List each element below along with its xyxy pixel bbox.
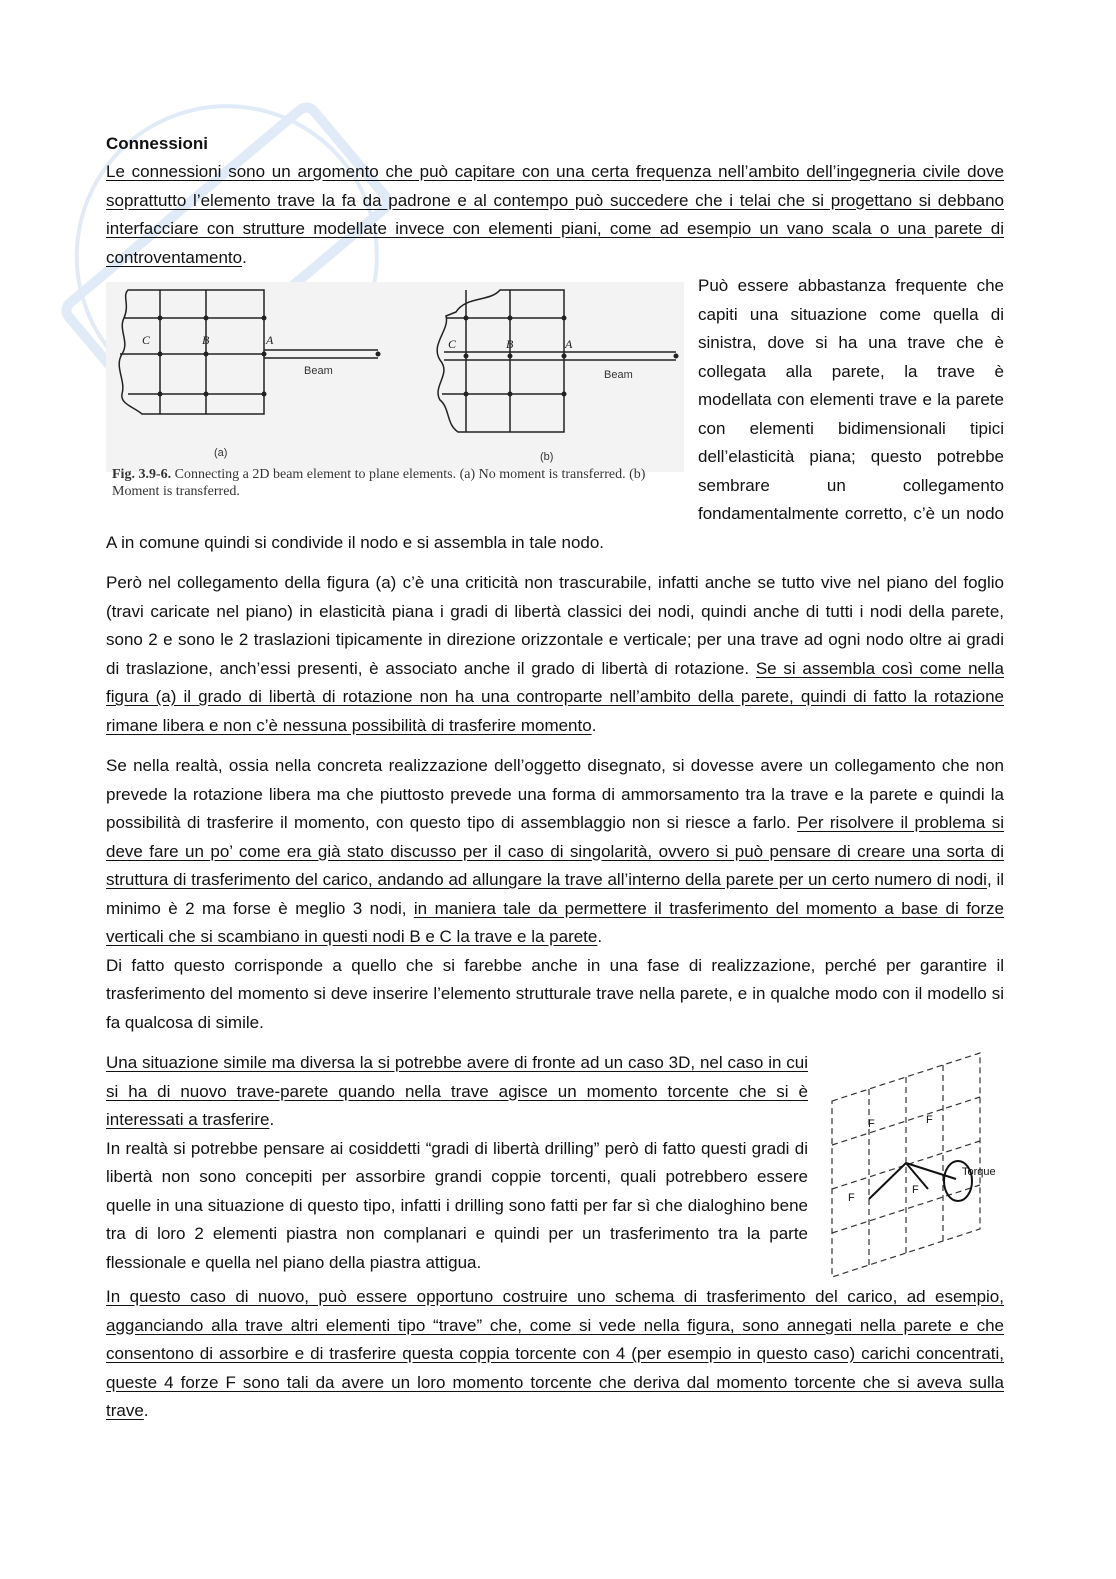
- label-panel-a: (a): [214, 447, 228, 459]
- paragraph-7-underlined: In questo caso di nuovo, può essere opportuno costruire uno schema di trasferimento del carico, ad esempio, agganciando alla trave altri elementi tipo “trave” che, come si vede nella figura, sono annegati nella parete e che consentono di assorbire e di trasferire questa coppia torcente con 4 (per esempio in questo caso) carichi concentrati, queste 4 forze F sono tali da avere un loro momento torcente che deriva dal momento torcente che si aveva sulla trave: [106, 1287, 1004, 1420]
- force-label-2: F: [926, 1114, 933, 1126]
- section-title: Connessioni: [106, 134, 209, 153]
- paragraph-6: In realtà si potrebbe pensare ai cosiddetti “gradi di libertà drilling” però di fatto questi gradi di libertà non sono concepiti per assorbire grandi coppie torcenti, quali potrebbero essere quelle in una situazione di questo tipo, infatti i drilling sono fatti per far sì che dialoghino bene tra di loro 2 elementi piastra non complanari e quindi per un trasferimento tra la parte flessionale e quella nel piano della piastra attigua.: [106, 1138, 808, 1272]
- paragraph-3-mid: , il minimo è 2 ma forse è meglio 3 nodi,: [106, 870, 1005, 918]
- paragraph-3-underlined-2: in maniera tale da permettere il trasferimento del momento a base di forze verticali che si scambiano in questi nodi B e C la trave e la parete: [106, 898, 1004, 946]
- intro-paragraph: [106, 158, 1004, 272]
- label-node-b-a: B: [202, 333, 210, 347]
- paragraph-5-underlined: Una situazione simile ma diversa la si potrebbe avere di fronte ad un caso 3D, nel caso in cui si ha di nuovo trave-parete quando nella trave agisce un momento torcente che si è interessati a trasferire: [106, 1053, 808, 1129]
- wall-outline: [832, 1053, 980, 1277]
- paragraph-7: [106, 1283, 1004, 1426]
- paragraph-7-end: .: [143, 1401, 149, 1420]
- paragraph-1: Può essere abbastanza frequente che capiti una situazione come quella di sinistra, dove si ha una trave che è collegata alla parete, la trave è modellata con elementi trave e la parete con elementi bidimensionali tipici dell’elasticità piana; questo potrebbe sembrare un collegamento fondamentalmente corretto, c’è un nodo A in comune quindi si condivide il nodo e si assembla in tale nodo.: [106, 276, 1004, 552]
- paragraph-3-end: .: [597, 927, 603, 946]
- embedded-beam: [869, 1163, 906, 1199]
- label-node-b-b: B: [506, 337, 514, 351]
- figure-torque-drawing: [826, 1051, 1004, 1283]
- force-label-4: F: [912, 1184, 919, 1196]
- force-label-1: F: [868, 1118, 875, 1130]
- document-page: [106, 130, 1004, 1426]
- paragraph-2: [106, 569, 1004, 740]
- intro-underlined: Le connessioni sono un argomento che può capitare con una certa frequenza nell’ambito dell’ingegneria civile dove soprattutto l’elemento trave la fa da padrone e al contempo può succedere che i telai che si progettano si debbano interfacciare con strutture modellate invece con elementi piani, come ad esempio un vano scala o una parete di controventamento: [106, 162, 1004, 267]
- paragraph-3: [106, 752, 1004, 952]
- caption-number: Fig. 3.9-6.: [112, 467, 172, 482]
- figure-caption: [112, 466, 682, 500]
- paragraph-3-underlined-1: Per risolvere il problema si deve fare un po’ come era già stato discusso per il caso di singolarità, ovvero si può pensare di creare una sorta di struttura di trasferimento del carico, andando ad allungare la trave all’interno della parete per un certo numero di nodi: [106, 813, 1004, 889]
- paragraph-5-end: .: [269, 1110, 275, 1129]
- label-node-c-b: C: [448, 337, 457, 351]
- torque-label: Torque: [962, 1166, 996, 1178]
- figure-beam-drawing: [106, 282, 684, 472]
- paragraph-3-plain: Se nella realtà, ossia nella concreta realizzazione dell’oggetto disegnato, si dovesse avere un collegamento che non prevede la rotazione libera ma che piuttosto prevede una forma di ammorsamento tra la trave e la parete e quindi la possibilità di trasferire il momento, con questo tipo di assemblaggio non si riesce a farlo.: [106, 756, 1004, 832]
- figure-beam-to-plane-elements: [106, 282, 684, 512]
- paragraph-2-underlined: Se si assembla così come nella figura (a) il grado di libertà di rotazione non ha una controparte nell’ambito della parete, quindi di fatto la rotazione rimane libera e non c’è nessuna possibilità di trasferire momento: [106, 658, 1005, 735]
- label-beam-a: Beam: [304, 365, 333, 377]
- figure-torque-transfer: [826, 1051, 1004, 1283]
- force-label-3: F: [848, 1192, 855, 1204]
- label-beam-b: Beam: [604, 369, 633, 381]
- label-panel-b: (b): [540, 451, 554, 463]
- caption-text: Connecting a 2D beam element to plane elements. (a) No moment is transferred. (b) Moment is transferred.: [112, 467, 646, 499]
- paragraph-2-end: .: [591, 715, 597, 735]
- intro-end: .: [242, 247, 247, 267]
- label-node-a-a: A: [266, 333, 274, 347]
- label-node-a-b: A: [565, 337, 573, 351]
- label-node-c-a: C: [142, 333, 151, 347]
- paragraph-4: Di fatto questo corrisponde a quello che si farebbe anche in una fase di realizzazione, perché per garantire il trasferimento del momento si deve inserire l’elemento strutturale trave nella parete, e in qualche modo con il modello si fa qualcosa di simile.: [106, 955, 1004, 1032]
- paragraph-2-plain: Però nel collegamento della figura (a) c’è una criticità non trascurabile, infatti anche se tutto vive nel piano del foglio (travi caricate nel piano) in elasticità piana i gradi di libertà classici dei nodi, quindi anche di tutti i nodi della parete, sono 2 e sono le 2 traslazioni tipicamente in direzione orizzontale e verticale; per una trave ad ogni nodo oltre ai gradi di traslazione, anch’essi presenti, è associato anche il grado di libertà di rotazione.: [106, 573, 1004, 678]
